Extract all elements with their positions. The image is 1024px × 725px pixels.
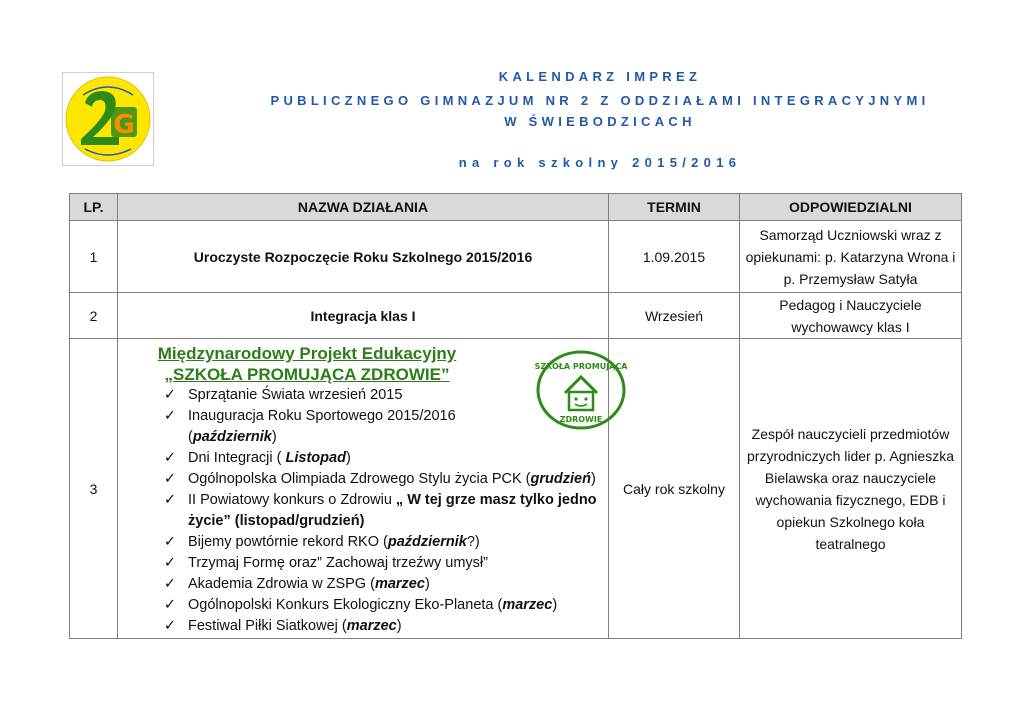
column-header-name: NAZWA DZIAŁANIA [118, 194, 609, 221]
event-text: Festiwal Piłki Siatkowej ( [188, 618, 347, 634]
event-month: grudzień [530, 471, 591, 487]
stamp-label-bottom: ZDROWIE [559, 415, 603, 424]
check-icon: ✓ [163, 618, 177, 634]
events-table [69, 193, 962, 639]
list-item [163, 553, 608, 574]
event-text: Sprzątanie Świata wrzesień 2015 [188, 387, 403, 403]
event-text: Dni Integracji ( [188, 450, 286, 466]
event-text: ( [188, 429, 193, 445]
list-item [163, 490, 608, 532]
table-row [70, 339, 962, 639]
event-highlight: „ W tej grze masz tylko jedno życie” (listopad/grudzień) [188, 492, 597, 529]
list-item [163, 385, 608, 406]
school-logo [62, 72, 154, 166]
event-text: Bijemy powtórnie rekord RKO ( [188, 534, 388, 550]
check-icon: ✓ [163, 597, 177, 613]
list-item [163, 574, 608, 595]
event-term: Cały rok szkolny [609, 339, 740, 639]
check-icon: ✓ [163, 534, 177, 550]
school-location: W ŚWIEBODZICACH [504, 114, 696, 129]
event-text: Trzymaj Formę oraz” Zachowaj trzeźwy umysł” [188, 555, 488, 571]
project-title: Międzynarodowy Projekt Edukacyjny [157, 344, 457, 363]
row-number: 1 [70, 221, 118, 293]
project-events-list [118, 385, 608, 637]
event-text: ?) [466, 534, 480, 550]
event-month: październik [387, 534, 467, 550]
school-year: na rok szkolny 2015/2016 [458, 155, 742, 170]
row-number: 2 [70, 293, 118, 339]
event-text: Inauguracja Roku Sportowego 2015/2016 [188, 408, 456, 424]
stamp-label-top: SZKOŁA PROMUJĄCA [535, 362, 627, 371]
event-month: marzec [502, 597, 553, 613]
school-name: PUBLICZNEGO GIMNAZJUM NR 2 Z ODDZIAŁAMI INTEGRACYJNYMI [270, 93, 930, 108]
event-text: ) [590, 471, 596, 487]
event-text: ) [424, 576, 430, 592]
list-item [163, 532, 608, 553]
check-icon: ✓ [163, 450, 177, 466]
event-month: Listopad [285, 450, 346, 466]
event-text: ) [271, 429, 277, 445]
row-number: 3 [70, 339, 118, 639]
project-subtitle: „SZKOŁA PROMUJĄCA ZDROWIE” [164, 365, 450, 384]
check-icon: ✓ [163, 576, 177, 592]
event-month: październik [192, 429, 272, 445]
event-month: marzec [374, 576, 425, 592]
table-row [70, 221, 962, 293]
list-item [163, 448, 608, 469]
event-text: ) [345, 450, 351, 466]
event-month: marzec [346, 618, 397, 634]
event-term: Wrzesień [609, 293, 740, 339]
school-logo-graphic [63, 73, 153, 165]
check-icon: ✓ [163, 471, 177, 487]
event-text: ) [552, 597, 558, 613]
list-item [163, 406, 608, 448]
svg-text:G: G [113, 110, 135, 140]
event-text: Ogólnopolski Konkurs Ekologiczny Eko-Planeta ( [188, 597, 503, 613]
check-icon: ✓ [163, 555, 177, 571]
event-responsible: Samorząd Uczniowski wraz z opiekunami: p. Katarzyna Wrona i p. Przemysław Satyła [740, 221, 962, 293]
event-responsible: Zespół nauczycieli przedmiotów przyrodniczych lider p. Agnieszka Bielawska oraz nauczyciele wychowania fizycznego, EDB i opiekun Szkolnego koła teatralnego [740, 339, 962, 639]
column-header-responsible: ODPOWIEDZIALNI [740, 194, 962, 221]
column-header-lp: LP. [70, 194, 118, 221]
table-header-row [70, 194, 962, 221]
event-responsible: Pedagog i Nauczyciele wychowawcy klas I [740, 293, 962, 339]
column-header-term: TERMIN [609, 194, 740, 221]
calendar-title: KALENDARZ IMPREZ [498, 69, 702, 84]
event-text: ) [396, 618, 402, 634]
list-item [163, 469, 608, 490]
event-text: II Powiatowy konkurs o Zdrowiu [188, 492, 396, 508]
list-item [163, 595, 608, 616]
project-cell [118, 339, 627, 639]
event-text: Akademia Zdrowia w ZSPG ( [188, 576, 375, 592]
check-icon: ✓ [163, 492, 177, 508]
check-icon: ✓ [163, 387, 177, 403]
check-icon: ✓ [163, 408, 177, 424]
table-row [70, 293, 962, 339]
event-name: Uroczyste Rozpoczęcie Roku Szkolnego 2015/2016 [118, 221, 609, 293]
list-item [163, 616, 608, 637]
event-text: Ogólnopolska Olimpiada Zdrowego Stylu życia PCK ( [188, 471, 531, 487]
event-term: 1.09.2015 [609, 221, 740, 293]
event-name: Integracja klas I [118, 293, 609, 339]
